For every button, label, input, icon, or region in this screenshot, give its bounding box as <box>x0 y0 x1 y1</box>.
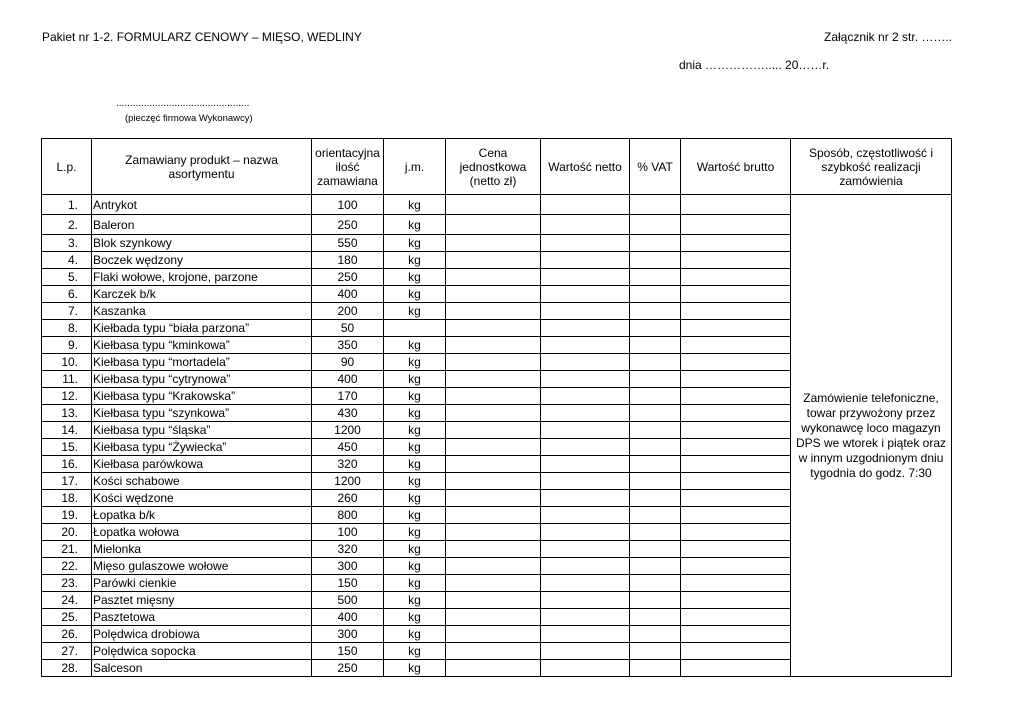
row-lp: 1. <box>42 195 92 215</box>
row-unit: kg <box>384 405 446 422</box>
row-quantity: 170 <box>312 388 384 405</box>
row-product-name: Blok szynkowy <box>92 235 312 252</box>
row-lp: 13. <box>42 405 92 422</box>
row-unit-price-cell[interactable] <box>446 405 541 422</box>
row-vat-cell[interactable] <box>630 405 681 422</box>
row-unit: kg <box>384 660 446 677</box>
row-unit: kg <box>384 575 446 592</box>
row-lp: 5. <box>42 269 92 286</box>
row-lp: 23. <box>42 575 92 592</box>
row-unit: kg <box>384 490 446 507</box>
row-product-name: Boczek wędzony <box>92 252 312 269</box>
row-quantity: 100 <box>312 524 384 541</box>
row-vat-cell[interactable] <box>630 195 681 215</box>
col-header-product: Zamawiany produkt – nazwa asortymentu <box>92 139 312 195</box>
row-lp: 7. <box>42 303 92 320</box>
row-unit-price-cell[interactable] <box>446 490 541 507</box>
row-vat-cell[interactable] <box>630 626 681 643</box>
row-gross-value-cell[interactable] <box>681 490 791 507</box>
col-header-unit: j.m. <box>384 139 446 195</box>
row-gross-value-cell[interactable] <box>681 660 791 677</box>
row-quantity: 400 <box>312 609 384 626</box>
row-vat-cell[interactable] <box>630 215 681 235</box>
row-gross-value-cell[interactable] <box>681 558 791 575</box>
col-header-quantity: orientacyjna ilość zamawiana <box>312 139 384 195</box>
row-unit-price-cell[interactable] <box>446 235 541 252</box>
row-product-name: Polędwica drobiowa <box>92 626 312 643</box>
row-quantity: 260 <box>312 490 384 507</box>
row-unit-price-cell[interactable] <box>446 473 541 490</box>
row-unit <box>384 320 446 337</box>
row-vat-cell[interactable] <box>630 337 681 354</box>
row-unit-price-cell[interactable] <box>446 286 541 303</box>
row-lp: 4. <box>42 252 92 269</box>
row-net-value-cell[interactable] <box>541 575 630 592</box>
row-product-name: Kiełbasa typu “kminkowa” <box>92 337 312 354</box>
row-net-value-cell[interactable] <box>541 439 630 456</box>
row-unit: kg <box>384 269 446 286</box>
row-unit: kg <box>384 303 446 320</box>
row-product-name: Kiełbasa typu “Krakowska” <box>92 388 312 405</box>
seal-caption: (pieczęć firmowa Wykonawcy) <box>125 113 253 124</box>
row-vat-cell[interactable] <box>630 609 681 626</box>
row-vat-cell[interactable] <box>630 592 681 609</box>
row-product-name: Łopatka b/k <box>92 507 312 524</box>
form-title: Pakiet nr 1-2. FORMULARZ CENOWY – MIĘSO, WEDLINY <box>42 30 362 44</box>
row-net-value-cell[interactable] <box>541 558 630 575</box>
row-net-value-cell[interactable] <box>541 592 630 609</box>
row-gross-value-cell[interactable] <box>681 422 791 439</box>
row-unit-price-cell[interactable] <box>446 215 541 235</box>
row-quantity: 300 <box>312 558 384 575</box>
row-gross-value-cell[interactable] <box>681 195 791 215</box>
row-lp: 8. <box>42 320 92 337</box>
row-unit-price-cell[interactable] <box>446 439 541 456</box>
row-net-value-cell[interactable] <box>541 660 630 677</box>
col-header-delivery-terms: Sposób, częstotliwość i szybkość realizacji zamówienia <box>791 139 952 195</box>
row-unit: kg <box>384 252 446 269</box>
row-vat-cell[interactable] <box>630 303 681 320</box>
row-net-value-cell[interactable] <box>541 422 630 439</box>
row-gross-value-cell[interactable] <box>681 337 791 354</box>
row-vat-cell[interactable] <box>630 660 681 677</box>
row-quantity: 800 <box>312 507 384 524</box>
row-net-value-cell[interactable] <box>541 405 630 422</box>
row-unit: kg <box>384 456 446 473</box>
row-unit: kg <box>384 609 446 626</box>
row-product-name: Mięso gulaszowe wołowe <box>92 558 312 575</box>
row-unit: kg <box>384 592 446 609</box>
row-gross-value-cell[interactable] <box>681 507 791 524</box>
row-lp: 9. <box>42 337 92 354</box>
row-gross-value-cell[interactable] <box>681 405 791 422</box>
col-header-gross-value: Wartość brutto <box>681 139 791 195</box>
row-vat-cell[interactable] <box>630 422 681 439</box>
row-net-value-cell[interactable] <box>541 490 630 507</box>
row-lp: 3. <box>42 235 92 252</box>
row-product-name: Pasztetowa <box>92 609 312 626</box>
row-product-name: Mielonka <box>92 541 312 558</box>
row-quantity: 250 <box>312 269 384 286</box>
row-quantity: 350 <box>312 337 384 354</box>
row-gross-value-cell[interactable] <box>681 235 791 252</box>
row-product-name: Kaszanka <box>92 303 312 320</box>
row-vat-cell[interactable] <box>630 524 681 541</box>
delivery-terms-cell: Zamówienie telefoniczne, towar przywożony przez wykonawcę loco magazyn DPS we wtorek i piątek oraz w innym uzgodnionym dniu tygodnia do godz. 7:30 <box>791 195 952 677</box>
row-net-value-cell[interactable] <box>541 609 630 626</box>
row-net-value-cell[interactable] <box>541 473 630 490</box>
row-unit: kg <box>384 626 446 643</box>
col-header-lp: L.p. <box>42 139 92 195</box>
row-net-value-cell[interactable] <box>541 303 630 320</box>
row-unit: kg <box>384 337 446 354</box>
row-net-value-cell[interactable] <box>541 643 630 660</box>
row-product-name: Łopatka wołowa <box>92 524 312 541</box>
row-vat-cell[interactable] <box>630 507 681 524</box>
col-header-vat: % VAT <box>630 139 681 195</box>
row-vat-cell[interactable] <box>630 541 681 558</box>
row-vat-cell[interactable] <box>630 575 681 592</box>
row-unit-price-cell[interactable] <box>446 269 541 286</box>
row-quantity: 100 <box>312 195 384 215</box>
row-lp: 25. <box>42 609 92 626</box>
row-quantity: 250 <box>312 215 384 235</box>
row-unit: kg <box>384 235 446 252</box>
row-vat-cell[interactable] <box>630 473 681 490</box>
row-quantity: 150 <box>312 643 384 660</box>
row-gross-value-cell[interactable] <box>681 286 791 303</box>
row-quantity: 450 <box>312 439 384 456</box>
row-gross-value-cell[interactable] <box>681 252 791 269</box>
row-gross-value-cell[interactable] <box>681 609 791 626</box>
row-net-value-cell[interactable] <box>541 252 630 269</box>
row-unit-price-cell[interactable] <box>446 575 541 592</box>
row-product-name: Kiełbasa parówkowa <box>92 456 312 473</box>
row-unit-price-cell[interactable] <box>446 303 541 320</box>
row-unit-price-cell[interactable] <box>446 626 541 643</box>
row-net-value-cell[interactable] <box>541 320 630 337</box>
row-gross-value-cell[interactable] <box>681 388 791 405</box>
row-unit-price-cell[interactable] <box>446 660 541 677</box>
row-vat-cell[interactable] <box>630 439 681 456</box>
row-vat-cell[interactable] <box>630 490 681 507</box>
col-header-net-value: Wartość netto <box>541 139 630 195</box>
row-net-value-cell[interactable] <box>541 354 630 371</box>
row-quantity: 150 <box>312 575 384 592</box>
row-unit-price-cell[interactable] <box>446 558 541 575</box>
row-product-name: Antrykot <box>92 195 312 215</box>
table-header-row <box>42 139 952 195</box>
row-unit-price-cell[interactable] <box>446 507 541 524</box>
date-line: dnia ……………..... 20……r. <box>679 58 830 72</box>
row-gross-value-cell[interactable] <box>681 354 791 371</box>
row-gross-value-cell[interactable] <box>681 303 791 320</box>
row-vat-cell[interactable] <box>630 269 681 286</box>
row-unit-price-cell[interactable] <box>446 354 541 371</box>
price-form-table <box>41 138 952 677</box>
row-product-name: Polędwica sopocka <box>92 643 312 660</box>
row-quantity: 400 <box>312 286 384 303</box>
row-lp: 11. <box>42 371 92 388</box>
row-gross-value-cell[interactable] <box>681 643 791 660</box>
row-gross-value-cell[interactable] <box>681 473 791 490</box>
row-vat-cell[interactable] <box>630 643 681 660</box>
row-unit: kg <box>384 215 446 235</box>
row-quantity: 50 <box>312 320 384 337</box>
row-unit: kg <box>384 286 446 303</box>
row-net-value-cell[interactable] <box>541 269 630 286</box>
row-lp: 20. <box>42 524 92 541</box>
row-unit-price-cell[interactable] <box>446 337 541 354</box>
row-product-name: Pasztet mięsny <box>92 592 312 609</box>
row-quantity: 300 <box>312 626 384 643</box>
row-unit-price-cell[interactable] <box>446 541 541 558</box>
row-product-name: Parówki cienkie <box>92 575 312 592</box>
row-lp: 26. <box>42 626 92 643</box>
row-product-name: Baleron <box>92 215 312 235</box>
row-product-name: Salceson <box>92 660 312 677</box>
row-lp: 19. <box>42 507 92 524</box>
row-unit: kg <box>384 354 446 371</box>
row-lp: 28. <box>42 660 92 677</box>
row-gross-value-cell[interactable] <box>681 575 791 592</box>
row-unit: kg <box>384 388 446 405</box>
row-product-name: Kiełbasa typu “cytrynowa” <box>92 371 312 388</box>
row-vat-cell[interactable] <box>630 252 681 269</box>
row-vat-cell[interactable] <box>630 286 681 303</box>
row-vat-cell[interactable] <box>630 320 681 337</box>
row-lp: 2. <box>42 215 92 235</box>
row-quantity: 1200 <box>312 422 384 439</box>
row-lp: 21. <box>42 541 92 558</box>
row-lp: 27. <box>42 643 92 660</box>
row-net-value-cell[interactable] <box>541 337 630 354</box>
row-quantity: 250 <box>312 660 384 677</box>
row-net-value-cell[interactable] <box>541 388 630 405</box>
row-gross-value-cell[interactable] <box>681 456 791 473</box>
row-vat-cell[interactable] <box>630 558 681 575</box>
row-unit: kg <box>384 473 446 490</box>
row-vat-cell[interactable] <box>630 235 681 252</box>
row-lp: 10. <box>42 354 92 371</box>
row-product-name: Kiełbasa typu “śląska” <box>92 422 312 439</box>
row-lp: 16. <box>42 456 92 473</box>
row-product-name: Kiełbada typu “biała parzona” <box>92 320 312 337</box>
row-lp: 15. <box>42 439 92 456</box>
row-net-value-cell[interactable] <box>541 541 630 558</box>
table-row <box>42 195 952 215</box>
row-unit-price-cell[interactable] <box>446 524 541 541</box>
row-quantity: 180 <box>312 252 384 269</box>
row-product-name: Kości schabowe <box>92 473 312 490</box>
row-vat-cell[interactable] <box>630 371 681 388</box>
row-vat-cell[interactable] <box>630 456 681 473</box>
row-gross-value-cell[interactable] <box>681 320 791 337</box>
row-product-name: Flaki wołowe, krojone, parzone <box>92 269 312 286</box>
row-quantity: 550 <box>312 235 384 252</box>
row-gross-value-cell[interactable] <box>681 439 791 456</box>
row-unit-price-cell[interactable] <box>446 609 541 626</box>
row-lp: 22. <box>42 558 92 575</box>
row-net-value-cell[interactable] <box>541 371 630 388</box>
row-lp: 14. <box>42 422 92 439</box>
row-lp: 24. <box>42 592 92 609</box>
row-quantity: 400 <box>312 371 384 388</box>
row-quantity: 500 <box>312 592 384 609</box>
row-quantity: 320 <box>312 541 384 558</box>
row-gross-value-cell[interactable] <box>681 626 791 643</box>
row-gross-value-cell[interactable] <box>681 215 791 235</box>
row-gross-value-cell[interactable] <box>681 269 791 286</box>
row-gross-value-cell[interactable] <box>681 541 791 558</box>
row-product-name: Kiełbasa typu “Żywiecka” <box>92 439 312 456</box>
row-unit: kg <box>384 439 446 456</box>
col-header-unit-price: Cena jednostkowa (netto zł) <box>446 139 541 195</box>
row-quantity: 90 <box>312 354 384 371</box>
row-lp: 12. <box>42 388 92 405</box>
row-net-value-cell[interactable] <box>541 507 630 524</box>
row-product-name: Kiełbasa typu “mortadela” <box>92 354 312 371</box>
row-net-value-cell[interactable] <box>541 456 630 473</box>
row-unit-price-cell[interactable] <box>446 195 541 215</box>
row-gross-value-cell[interactable] <box>681 524 791 541</box>
row-unit-price-cell[interactable] <box>446 592 541 609</box>
row-vat-cell[interactable] <box>630 388 681 405</box>
row-quantity: 200 <box>312 303 384 320</box>
row-product-name: Kości wędzone <box>92 490 312 507</box>
row-unit-price-cell[interactable] <box>446 252 541 269</box>
row-lp: 6. <box>42 286 92 303</box>
row-unit-price-cell[interactable] <box>446 388 541 405</box>
row-unit-price-cell[interactable] <box>446 456 541 473</box>
row-product-name: Karczek b/k <box>92 286 312 303</box>
row-net-value-cell[interactable] <box>541 626 630 643</box>
seal-placeholder: ................................................ <box>116 98 250 109</box>
row-net-value-cell[interactable] <box>541 215 630 235</box>
row-unit: kg <box>384 422 446 439</box>
row-gross-value-cell[interactable] <box>681 592 791 609</box>
row-lp: 18. <box>42 490 92 507</box>
row-gross-value-cell[interactable] <box>681 371 791 388</box>
row-unit: kg <box>384 195 446 215</box>
row-quantity: 430 <box>312 405 384 422</box>
row-unit: kg <box>384 371 446 388</box>
row-quantity: 1200 <box>312 473 384 490</box>
row-vat-cell[interactable] <box>630 354 681 371</box>
row-unit: kg <box>384 524 446 541</box>
row-unit: kg <box>384 541 446 558</box>
row-net-value-cell[interactable] <box>541 286 630 303</box>
attachment-label: Załącznik nr 2 str. …….. <box>824 30 953 44</box>
row-unit: kg <box>384 507 446 524</box>
row-unit-price-cell[interactable] <box>446 371 541 388</box>
row-unit-price-cell[interactable] <box>446 422 541 439</box>
row-unit-price-cell[interactable] <box>446 320 541 337</box>
row-lp: 17. <box>42 473 92 490</box>
row-unit: kg <box>384 643 446 660</box>
row-net-value-cell[interactable] <box>541 524 630 541</box>
row-unit-price-cell[interactable] <box>446 643 541 660</box>
row-net-value-cell[interactable] <box>541 195 630 215</box>
row-product-name: Kiełbasa typu “szynkowa” <box>92 405 312 422</box>
row-unit: kg <box>384 558 446 575</box>
row-net-value-cell[interactable] <box>541 235 630 252</box>
row-quantity: 320 <box>312 456 384 473</box>
